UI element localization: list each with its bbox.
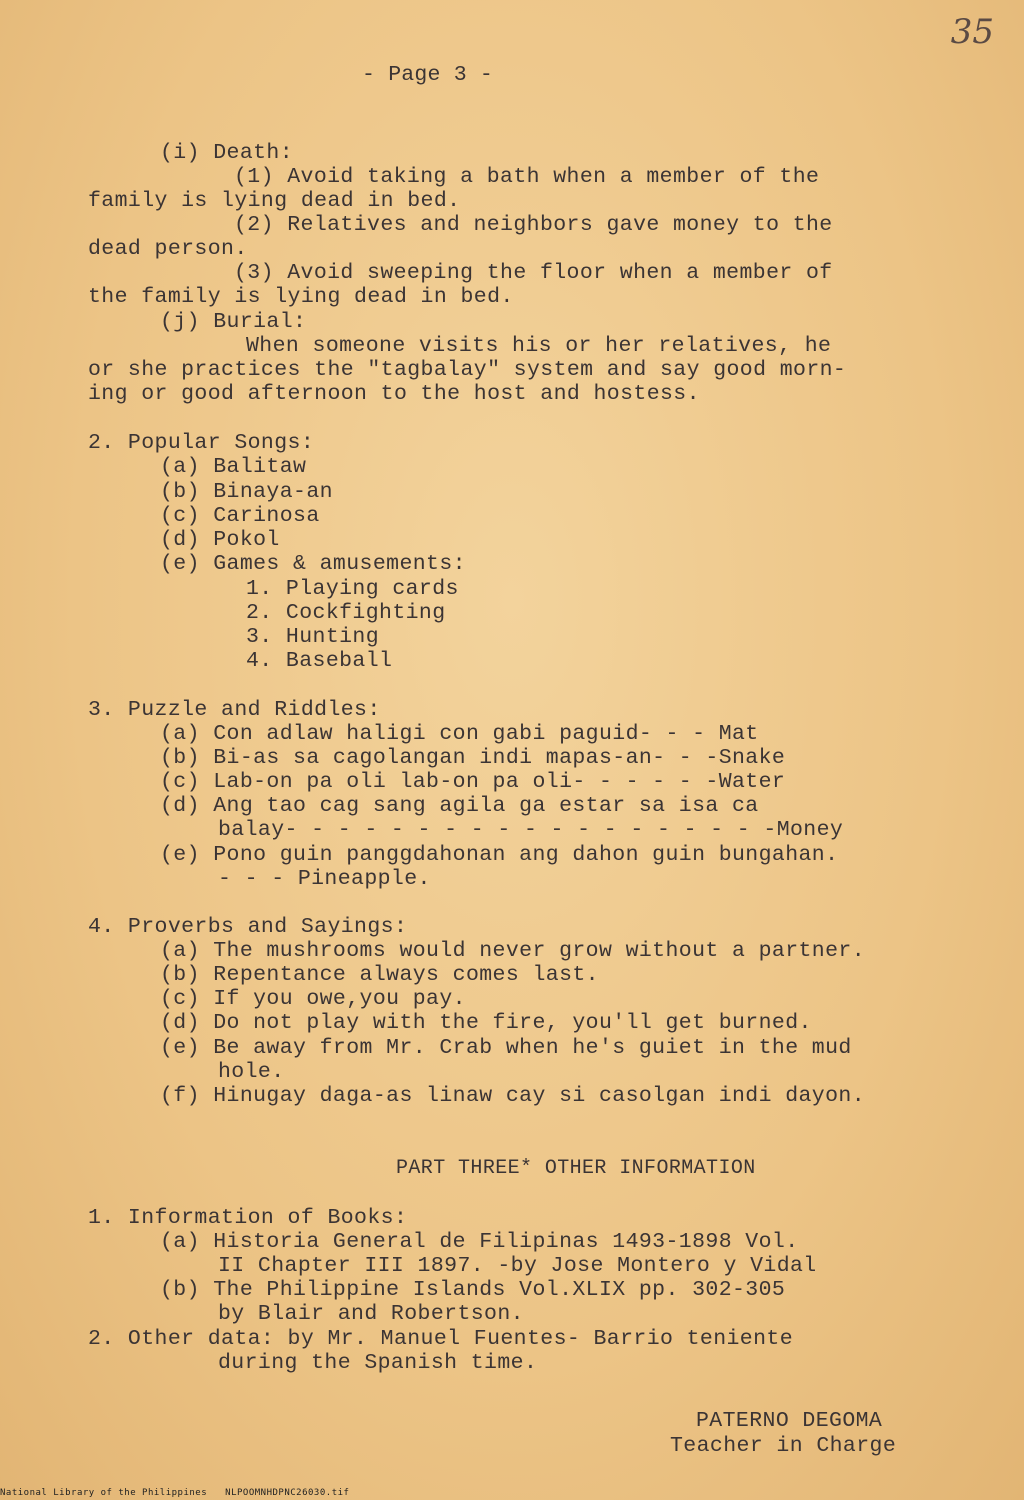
- proverb-item: (d) Do not play with the fire, you'll get burned.: [160, 1011, 812, 1035]
- riddle-item: (c) Lab-on pa oli lab-on pa oli- - - - - -Water: [160, 770, 786, 794]
- game-item: 4. Baseball: [246, 649, 393, 673]
- burial-line-1: When someone visits his or her relatives, he: [246, 334, 832, 358]
- riddle-item: (b) Bi-as sa cagolangan indi mapas-an- - -Snake: [160, 746, 786, 770]
- signatory-title: Teacher in Charge: [670, 1434, 897, 1458]
- file-label: NLPOOMNHDPNC26030.tif: [225, 1488, 350, 1498]
- burial-heading: (j) Burial:: [160, 310, 307, 334]
- games-heading: (e) Games & amusements:: [160, 552, 466, 576]
- riddle-item: (a) Con adlaw haligi con gabi paguid- - - Mat: [160, 722, 759, 746]
- books-heading: 1. Information of Books:: [88, 1206, 408, 1230]
- scan-footer: [0, 1488, 367, 1498]
- death-item-1: (1) Avoid taking a bath when a member of the: [234, 165, 820, 189]
- book-item-cont: by Blair and Robertson.: [218, 1302, 524, 1326]
- riddle-item-cont: balay- - - - - - - - - - - - - - - - - - -Money: [218, 818, 844, 842]
- death-heading: (i) Death:: [160, 141, 294, 165]
- song-item: (d) Pokol: [160, 528, 280, 552]
- riddle-item: (d) Ang tao cag sang agila ga estar sa isa ca: [160, 794, 759, 818]
- part-three-heading: PART THREE* OTHER INFORMATION: [396, 1157, 756, 1180]
- proverb-item: (b) Repentance always comes last.: [160, 963, 599, 987]
- proverb-item: (e) Be away from Mr. Crab when he's guiet in the mud: [160, 1036, 852, 1060]
- song-item: (a) Balitaw: [160, 455, 307, 479]
- riddles-heading: 3. Puzzle and Riddles:: [88, 698, 381, 722]
- proverb-item-cont: hole.: [218, 1060, 285, 1084]
- song-item: (b) Binaya-an: [160, 480, 333, 504]
- book-item-cont: II Chapter III 1897. -by Jose Montero y Vidal: [218, 1254, 817, 1278]
- death-item-2-cont: dead person.: [88, 237, 248, 261]
- burial-line-2: or she practices the "tagbalay" system and say good morn-: [88, 358, 847, 382]
- other-data-cont: during the Spanish time.: [218, 1351, 538, 1375]
- death-item-3: (3) Avoid sweeping the floor when a member of: [234, 261, 833, 285]
- signatory-name: PATERNO DEGOMA: [696, 1409, 883, 1433]
- library-label: National Library of the Philippines: [0, 1488, 208, 1498]
- proverbs-heading: 4. Proverbs and Sayings:: [88, 915, 408, 939]
- song-item: (c) Carinosa: [160, 504, 320, 528]
- burial-line-3: ing or good afternoon to the host and hostess.: [88, 382, 700, 406]
- proverb-item: (a) The mushrooms would never grow without a partner.: [160, 939, 866, 963]
- death-item-2: (2) Relatives and neighbors gave money to the: [234, 213, 833, 237]
- songs-heading: 2. Popular Songs:: [88, 431, 315, 455]
- handwritten-page-number: 35: [950, 12, 994, 52]
- page-header: - Page 3 -: [362, 63, 494, 87]
- proverb-item: (f) Hinugay daga-as linaw cay si casolgan indi dayon.: [160, 1084, 866, 1108]
- book-item: (b) The Philippine Islands Vol.XLIX pp. 302-305: [160, 1278, 786, 1302]
- game-item: 1. Playing cards: [246, 577, 459, 601]
- proverb-item: (c) If you owe,you pay.: [160, 987, 466, 1011]
- death-item-1-cont: family is lying dead in bed.: [88, 189, 461, 213]
- death-item-3-cont: the family is lying dead in bed.: [88, 285, 514, 309]
- riddle-item: (e) Pono guin panggdahonan ang dahon guin bungahan.: [160, 843, 839, 867]
- game-item: 2. Cockfighting: [246, 601, 446, 625]
- book-item: (a) Historia General de Filipinas 1493-1898 Vol.: [160, 1230, 799, 1254]
- game-item: 3. Hunting: [246, 625, 380, 649]
- riddle-item-cont: - - - Pineapple.: [218, 867, 431, 891]
- other-data: 2. Other data: by Mr. Manuel Fuentes- Barrio teniente: [88, 1327, 794, 1351]
